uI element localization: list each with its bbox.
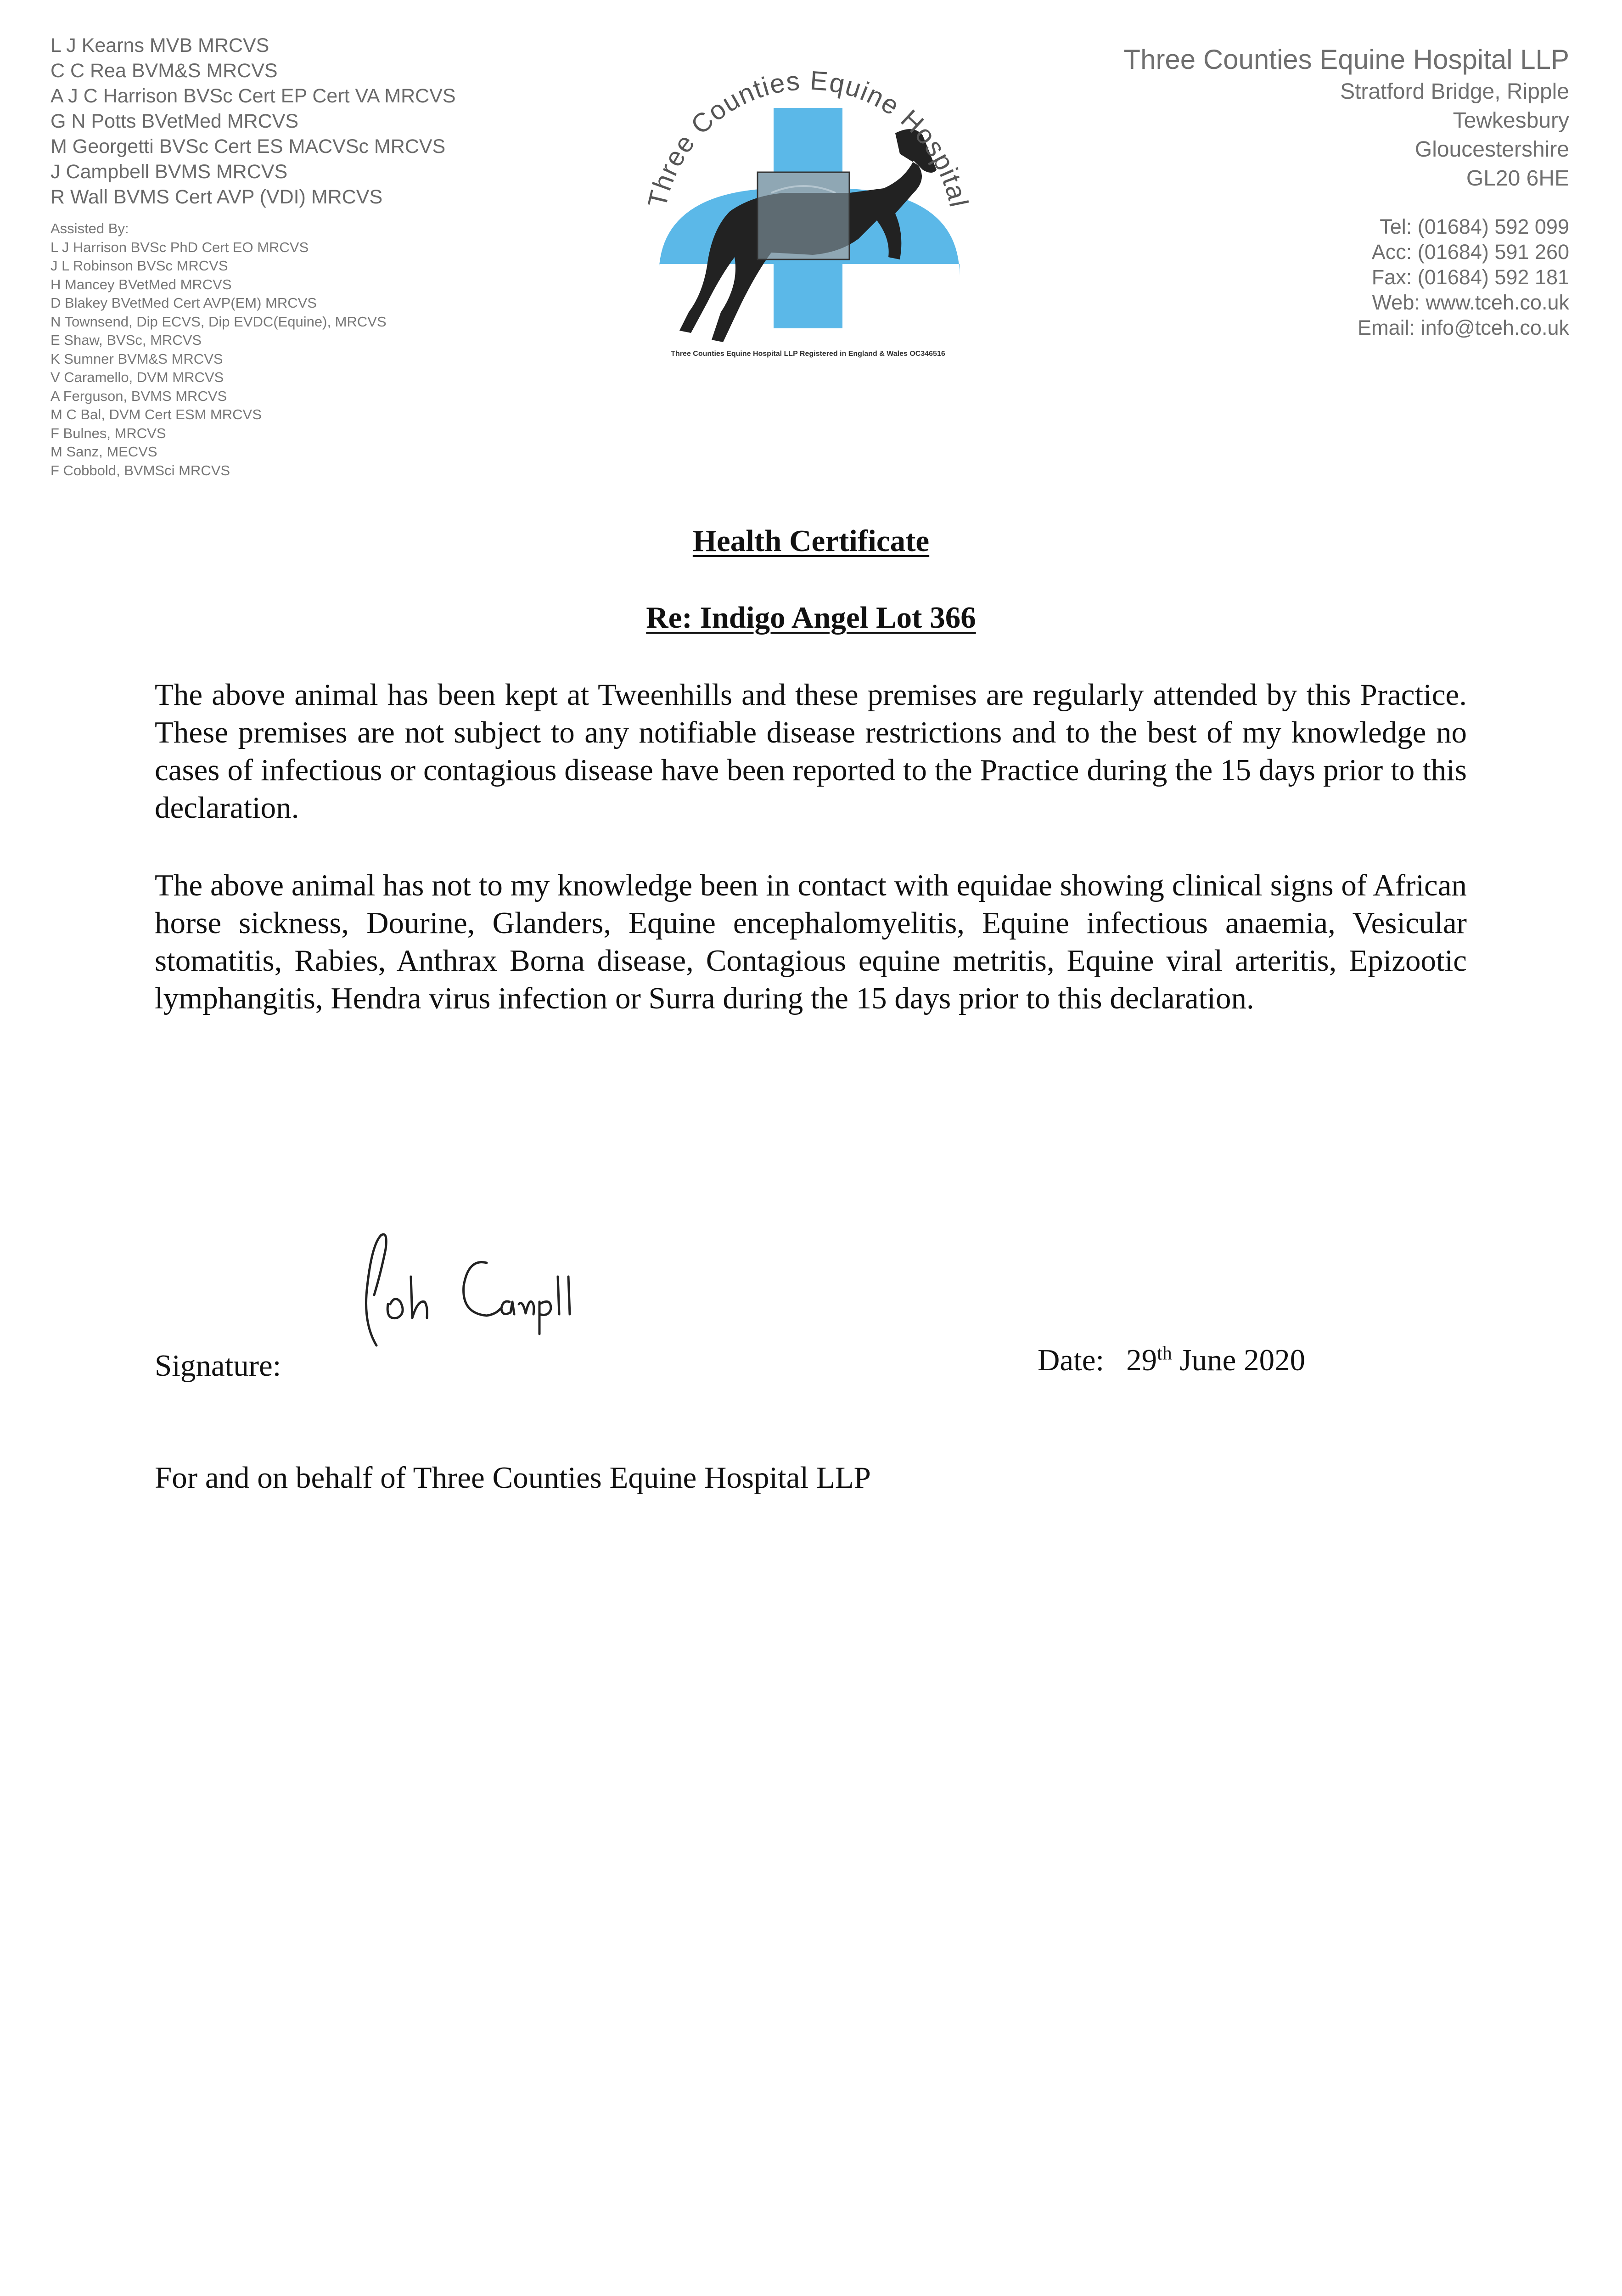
assistant-name: E Shaw, BVSc, MRCVS xyxy=(51,332,202,348)
contact-fax: Fax: (01684) 592 181 xyxy=(1371,265,1569,289)
assistant-name: V Caramello, DVM MRCVS xyxy=(51,369,224,385)
assistant-name: H Mancey BVetMed MRCVS xyxy=(51,276,232,293)
contact-email: Email: info@tceh.co.uk xyxy=(1358,316,1569,339)
xray-overlay xyxy=(758,172,849,259)
date-line xyxy=(1038,1343,1305,1378)
partner-name: R Wall BVMS Cert AVP (VDI) MRCVS xyxy=(51,186,383,208)
date-suffix: th xyxy=(1157,1343,1172,1364)
document-subject: Re: Indigo Angel Lot 366 xyxy=(646,601,976,635)
partner-name: C C Rea BVM&S MRCVS xyxy=(51,60,278,82)
assisted-by-label: Assisted By: xyxy=(51,220,129,236)
assistant-name: L J Harrison BVSc PhD Cert EO MRCVS xyxy=(51,239,309,255)
address-line: GL20 6HE xyxy=(1466,166,1569,191)
partner-name: A J C Harrison BVSc Cert EP Cert VA MRCVS xyxy=(51,85,456,107)
logo-registration: Three Counties Equine Hospital LLP Registered in England & Wales OC346516 xyxy=(671,350,945,358)
hospital-logo xyxy=(620,55,996,377)
assistant-list xyxy=(51,219,387,480)
partner-name: J Campbell BVMS MRCVS xyxy=(51,161,288,183)
assistant-name: J L Robinson BVSc MRCVS xyxy=(51,258,228,274)
assistant-name: A Ferguson, BVMS MRCVS xyxy=(51,388,227,404)
contact-web: Web: www.tceh.co.uk xyxy=(1372,291,1569,314)
assistant-name: K Sumner BVM&S MRCVS xyxy=(51,350,223,367)
assistant-name: M C Bal, DVM Cert ESM MRCVS xyxy=(51,406,262,422)
date-day: 29 xyxy=(1126,1343,1157,1377)
contact-acc: Acc: (01684) 591 260 xyxy=(1371,240,1569,264)
assistant-name: N Townsend, Dip ECVS, Dip EVDC(Equine), MRCVS xyxy=(51,313,387,330)
partner-name: L J Kearns MVB MRCVS xyxy=(51,34,269,56)
address-line: Tewkesbury xyxy=(1453,108,1569,133)
assistant-name: F Cobbold, BVMSci MRCVS xyxy=(51,462,230,478)
date-label: Date: xyxy=(1038,1343,1105,1377)
declaration-paragraph-1: The above animal has been kept at Tweenhills and these premises are regularly attended by this Practice. These premises are not subject to any notifiable disease restrictions and to the best of my knowledge no cases of infectious or contagious disease have been reported to the Practice during the 15 days prior to this declaration. xyxy=(155,678,1467,825)
logo-arc-text: Three Counties Equine Hospital xyxy=(642,65,974,211)
handwritten-signature xyxy=(349,1208,606,1364)
partner-list xyxy=(51,33,456,210)
hospital-name: Three Counties Equine Hospital LLP xyxy=(1123,44,1569,75)
on-behalf-line: For and on behalf of Three Counties Equine Hospital LLP xyxy=(155,1461,871,1495)
contact-block xyxy=(1358,214,1569,340)
partner-name: G N Potts BVetMed MRCVS xyxy=(51,110,299,132)
assistant-name: M Sanz, MECVS xyxy=(51,444,157,460)
signature-label: Signature: xyxy=(155,1349,281,1383)
document-title: Health Certificate xyxy=(692,524,930,558)
date-rest: June 2020 xyxy=(1172,1343,1306,1377)
partner-name: M Georgetti BVSc Cert ES MACVSc MRCVS xyxy=(51,135,446,158)
contact-tel: Tel: (01684) 592 099 xyxy=(1380,215,1569,238)
address-line: Stratford Bridge, Ripple xyxy=(1340,79,1569,104)
declaration-paragraph-2: The above animal has not to my knowledge been in contact with equidae showing clinical signs of African horse sickness, Dourine, Glanders, Equine encephalomyelitis, Equine infectious anaemia, Vesicular stomatitis, Rabies, Anthrax Borna disease, Contagious equine metritis, Equine viral arteritis, Epizootic lymphangitis, Hendra virus infection or Surra during the 15 days prior to this declaration. xyxy=(155,868,1467,1015)
address-line: Gloucestershire xyxy=(1414,137,1569,162)
assistant-name: D Blakey BVetMed Cert AVP(EM) MRCVS xyxy=(51,295,317,311)
hospital-address-block xyxy=(1123,42,1569,193)
assistant-name: F Bulnes, MRCVS xyxy=(51,425,166,441)
